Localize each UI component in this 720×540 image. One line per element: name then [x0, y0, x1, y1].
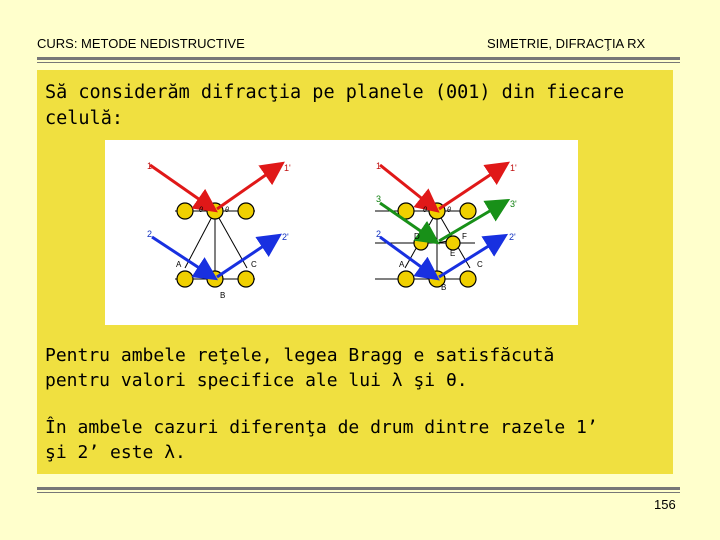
theta-label: θ [199, 207, 203, 214]
ray-3-label: 3 [376, 194, 382, 204]
ray-2-prime-label: 2' [509, 232, 516, 242]
point-e-label: E [450, 249, 456, 258]
point-d-label: D [414, 232, 420, 241]
bottom-rule [37, 487, 680, 490]
point-a-label: A [399, 260, 405, 269]
course-title: CURS: METODE NEDISTRUCTIVE [37, 36, 245, 51]
bragg-paragraph: Pentru ambele reţele, legea Bragg e satisfăcută pentru valori specifice ale lui λ şi θ. [45, 345, 555, 391]
diffraction-diagram [105, 140, 578, 325]
page-number: 156 [654, 497, 676, 512]
path-difference-paragraph: În ambele cazuri diferenţa de drum dintre razele 1’ şi 2’ este λ. [45, 417, 598, 463]
point-c-label: C [477, 260, 483, 269]
point-f-label: F [462, 232, 467, 241]
point-b-label: B [441, 283, 447, 292]
ray-1-prime-label: 1' [510, 163, 517, 173]
ray-2-prime-label: 2' [282, 232, 289, 242]
ray-2-label: 2 [147, 229, 153, 239]
theta-label: θ [225, 207, 229, 214]
theta-label: θ [447, 207, 451, 214]
ray-1-label: 1 [147, 161, 153, 171]
diffraction-figure [105, 140, 578, 325]
theta-label: θ [423, 207, 427, 214]
section-title: SIMETRIE, DIFRACŢIA RX [487, 36, 646, 51]
bottom-rule-thin [37, 492, 680, 493]
point-b-label: B [220, 291, 226, 300]
right-lattice [375, 161, 517, 292]
point-c-label: C [251, 260, 257, 269]
ray-1-prime-label: 1' [284, 163, 291, 173]
left-lattice [147, 161, 291, 300]
top-rule-thin [37, 62, 680, 63]
ray-3-prime-label: 3' [510, 199, 517, 209]
intro-text: Să considerăm difracţia pe planele (001) din fiecare celulă: [45, 82, 625, 129]
ray-1-label: 1 [376, 161, 382, 171]
top-rule [37, 57, 680, 60]
point-a-label: A [176, 260, 182, 269]
ray-2-label: 2 [376, 229, 382, 239]
